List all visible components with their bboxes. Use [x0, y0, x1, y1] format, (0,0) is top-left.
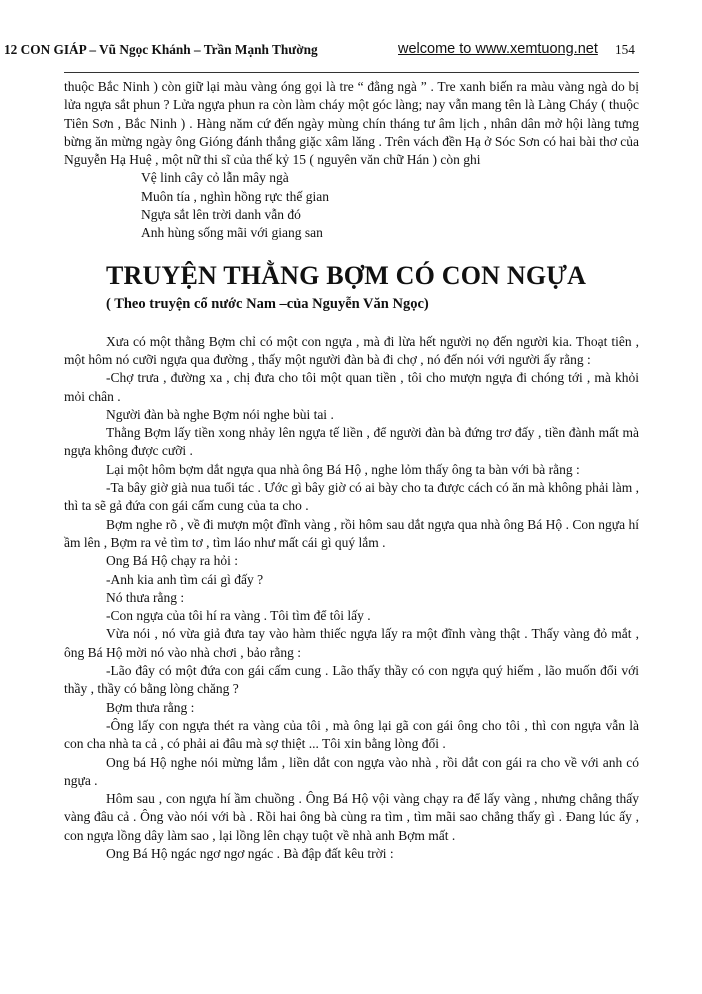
story-subtitle: ( Theo truyện cổ nước Nam –của Nguyễn Văn Ngọc)	[106, 295, 429, 312]
page-content	[64, 78, 639, 863]
header-divider	[64, 72, 639, 73]
story-paragraph: Ong Bá Hộ ngác ngơ ngơ ngác . Bà đập đất kêu trời :	[106, 845, 394, 861]
story-paragraph: -Chợ trưa , đường xa , chị đưa cho tôi một quan tiền , tôi cho mượn ngựa đi chóng tới , mà khỏi mỏi chân .	[64, 370, 639, 404]
poem-line: Ngựa sắt lên trời danh vẫn đó	[141, 207, 301, 223]
story-paragraph: -Ta bây giờ già nua tuổi tác . Ước gì bây giờ có ai bày cho ta được cách có ăn mà không phải làm , thì ta sẽ gả đứa con gái cấm cung của ta cho .	[64, 480, 639, 514]
story-paragraph: Bợm thưa rằng :	[106, 699, 195, 715]
page-header	[4, 42, 694, 62]
page-number: 154	[615, 42, 635, 57]
story-paragraph: Ong bá Hộ nghe nói mừng lắm , liền dắt con ngựa vào nhà , rồi dắt con gái ra cho về với anh có ngựa .	[64, 754, 639, 788]
story-paragraph: -Con ngựa của tôi hí ra vàng . Tôi tìm để tôi lấy .	[106, 608, 371, 624]
poem-line: Vệ linh cây cỏ lẫn mây ngà	[141, 170, 289, 186]
story-paragraph: Ong Bá Hộ chạy ra hỏi :	[106, 553, 238, 569]
story-paragraph: Bợm nghe rõ , về đi mượn một đĩnh vàng , rồi hôm sau dắt ngựa qua nhà ông Bá Hộ . Con ngựa hí ầm lên , Bợm ra vẻ tìm tơ , tìm láo như mất cái gì quý lắm .	[64, 516, 639, 550]
poem-line: Anh hùng sống mãi với giang san	[141, 225, 323, 241]
intro-paragraph: thuộc Bắc Ninh ) còn giữ lại màu vàng óng gọi là tre “ đằng ngà ” . Tre xanh biến ra màu vàng ngà do bị lửa ngựa sắt phun ? Lửa ngựa phun ra còn làm cháy một góc làng; nay vẫn mang tên là Làng Cháy ( thuộc Tiên Sơn , Bắc Ninh ) . Hàng năm cứ đến ngày mùng chín tháng tư âm lịch , nhân dân mở hội làng tưng bừng ăn mừng ngày ông Gióng đánh thắng giặc xâm lăng . Trên vách đền Hạ ở Sóc Sơn có hai bài thơ của Nguyễn Hạ Huệ , một nữ thi sĩ của thế kỷ 15 ( nguyên văn chữ Hán ) còn ghi	[64, 79, 639, 168]
story-paragraph: -Ông lấy con ngựa thét ra vàng của tôi , mà ông lại gã con gái ông cho tôi , thì con ngựa vẫn là con cha nhà ta cả , có phải ai đâu mà sợ thiệt ... Tôi xin bằng lòng đổi .	[64, 717, 639, 752]
website-link[interactable]: welcome to www.xemtuong.net	[398, 41, 598, 57]
poem	[64, 169, 639, 242]
story-paragraph: -Lão đây có một đứa con gái cấm cung . Lão thấy thầy có con ngựa quý hiếm , lão muốn đổi với thầy , thầy có bằng lòng chăng ?	[64, 663, 639, 697]
story-paragraph: Thằng Bợm lấy tiền xong nhảy lên ngựa tế liền , để người đàn bà đứng trơ đấy , tiền đành mất mà ngựa không được cưỡi .	[64, 425, 639, 459]
story-paragraph: Người đàn bà nghe Bợm nói nghe bùi tai .	[106, 406, 334, 422]
story-title: TRUYỆN THẰNG BỢM CÓ CON NGỰA	[106, 260, 587, 290]
story-paragraph: Vừa nói , nó vừa giả đưa tay vào hàm thiếc ngựa lấy ra một đĩnh vàng thật . Thấy vàng đỏ mắt , ông Bá Hộ mời nó vào nhà chơi , bảo rằng :	[64, 626, 639, 660]
book-title-header: 12 CON GIÁP – Vũ Ngọc Khánh – Trần Mạnh Thường	[4, 42, 318, 57]
story-paragraph: Hôm sau , con ngựa hí ầm chuồng . Ông Bá Hộ vội vàng chạy ra để lấy vàng , nhưng chẳng thấy vàng đâu cả . Ông vào nói với bà . Rồi hai ông bà cùng ra tìm , tìm mãi sao chẳng thấy gì . Đang lúc ấy , con ngựa lồng dây làm sao , lại lồng lên chạy tuột về nhà anh Bợm mất .	[64, 791, 639, 843]
story-paragraph: Lại một hôm bợm dắt ngựa qua nhà ông Bá Hộ , nghe lỏm thấy ông ta bàn với bà rằng :	[106, 461, 580, 477]
poem-line: Muôn tía , nghìn hồng rực thế gian	[141, 188, 330, 204]
story-paragraph: Nó thưa rằng :	[106, 589, 185, 605]
story-paragraph: -Anh kia anh tìm cái gì đấy ?	[106, 571, 264, 587]
story-paragraph: Xưa có một thằng Bợm chỉ có một con ngựa , mà đi lừa hết người nọ đến người kia. Thoạt tiên , một hôm nó cưỡi ngựa qua đường , thấy một người đàn bà đi chợ , nó đến nói với người ấy rằng :	[64, 333, 639, 367]
